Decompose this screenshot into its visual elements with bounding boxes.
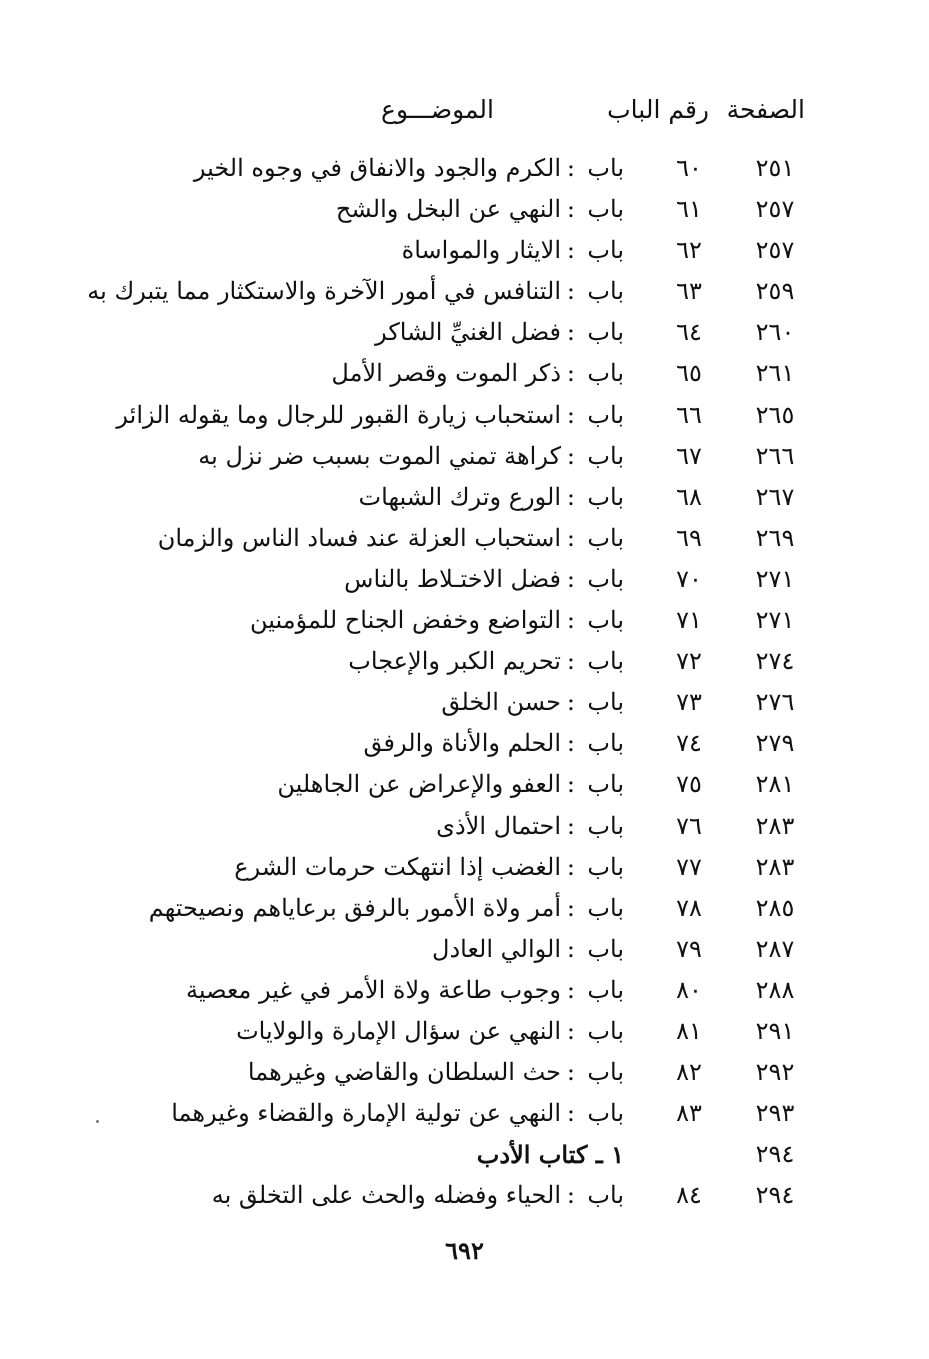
table-row bbox=[0, 1011, 929, 1052]
page-cell: ٢٧٦ bbox=[755, 688, 795, 717]
colon: : bbox=[566, 770, 575, 799]
topic-cell: حث السلطان والقاضي وغيرهما bbox=[247, 1058, 561, 1087]
page-cell: ٢٨٣ bbox=[755, 852, 795, 881]
chapter-cell: ٧٤ bbox=[676, 729, 702, 758]
chapter-label: باب bbox=[587, 154, 624, 182]
topic-cell: الحلم والأناة والرفق bbox=[363, 729, 561, 758]
topic-cell: النهي عن تولية الإمارة والقضاء وغيرهما bbox=[171, 1099, 561, 1128]
table-row bbox=[0, 600, 929, 641]
colon: : bbox=[566, 811, 575, 840]
colon: : bbox=[566, 236, 575, 265]
colon: : bbox=[566, 523, 575, 552]
chapter-label: باب bbox=[587, 811, 624, 840]
print-speck bbox=[96, 1120, 99, 1123]
page-cell: ٢٥١ bbox=[755, 154, 795, 182]
topic-cell: كراهة تمني الموت بسبب ضر نزل به bbox=[198, 441, 561, 470]
chapter-label: باب bbox=[587, 318, 624, 347]
header-topic: الموضـــوع bbox=[381, 95, 494, 124]
chapter-cell: ٧٥ bbox=[676, 770, 702, 799]
topic-cell: الايثار والمواساة bbox=[401, 236, 561, 265]
page-cell: ٢٦٩ bbox=[755, 523, 795, 552]
colon: : bbox=[566, 1016, 575, 1045]
chapter-label: باب bbox=[587, 277, 624, 306]
chapter-label: باب bbox=[587, 647, 624, 676]
page-cell: ٢٧١ bbox=[755, 564, 795, 593]
chapter-cell: ٦٦ bbox=[676, 400, 702, 429]
chapter-cell: ٦٠ bbox=[676, 154, 702, 182]
chapter-cell: ٧٨ bbox=[676, 893, 702, 922]
topic-cell: الحياء وفضله والحث على التخلق به bbox=[211, 1181, 561, 1210]
page-cell: ٢٧٩ bbox=[755, 729, 795, 758]
page-cell: ٢٥٩ bbox=[755, 277, 795, 306]
topic-cell: العفو والإعراض عن الجاهلين bbox=[277, 770, 561, 799]
topic-cell: التنافس في أمور الآخرة والاستكثار مما يتبرك به bbox=[87, 277, 561, 306]
chapter-cell: ٧٦ bbox=[676, 811, 702, 840]
page-cell: ٢٩١ bbox=[755, 1016, 795, 1045]
colon: : bbox=[566, 1099, 575, 1128]
page-cell: ٢٧٤ bbox=[755, 647, 795, 676]
page-cell: ٢٨٥ bbox=[755, 893, 795, 922]
chapter-cell: ٦٥ bbox=[676, 359, 702, 388]
index-table bbox=[0, 148, 929, 1216]
table-row bbox=[0, 189, 929, 230]
chapter-label: باب bbox=[587, 441, 624, 470]
page-cell: ٢٨١ bbox=[755, 770, 795, 799]
colon: : bbox=[566, 482, 575, 511]
page-cell: ٢٦٧ bbox=[755, 482, 795, 511]
page-cell: ٢٥٧ bbox=[755, 195, 795, 224]
chapter-label: باب bbox=[587, 893, 624, 922]
table-row bbox=[0, 436, 929, 477]
topic-cell: ذكر الموت وقصر الأمل bbox=[331, 359, 561, 388]
chapter-label: باب bbox=[587, 1058, 624, 1087]
book-heading-row bbox=[0, 1134, 929, 1175]
page-number: ٦٩٢ bbox=[445, 1236, 484, 1265]
chapter-cell: ٨٤ bbox=[676, 1181, 702, 1210]
chapter-cell: ٦٧ bbox=[676, 441, 702, 470]
chapter-cell: ٦١ bbox=[676, 195, 702, 224]
topic-cell: تحريم الكبر والإعجاب bbox=[348, 647, 561, 676]
chapter-cell: ٨٠ bbox=[676, 975, 702, 1004]
chapter-cell: ٦٣ bbox=[676, 277, 702, 306]
page-cell: ٢٩٣ bbox=[755, 1099, 795, 1128]
colon: : bbox=[566, 1181, 575, 1210]
topic-cell: فضل الاختـلاط بالناس bbox=[344, 564, 561, 593]
chapter-cell: ٦٩ bbox=[676, 523, 702, 552]
chapter-cell: ٨٢ bbox=[676, 1058, 702, 1087]
topic-cell: أمر ولاة الأمور بالرفق برعاياهم ونصيحتهم bbox=[148, 893, 561, 922]
table-row bbox=[0, 1175, 929, 1216]
table-row bbox=[0, 477, 929, 518]
table-row bbox=[0, 1052, 929, 1093]
header-chapter: رقم الباب bbox=[607, 95, 709, 124]
topic-cell: الوالي العادل bbox=[432, 934, 561, 963]
chapter-label: باب bbox=[587, 236, 624, 265]
page-cell: ٢٦٠ bbox=[755, 318, 795, 347]
chapter-cell: ٦٤ bbox=[676, 318, 702, 347]
table-row bbox=[0, 929, 929, 970]
table-row bbox=[0, 518, 929, 559]
chapter-label: باب bbox=[587, 934, 624, 963]
chapter-label: باب bbox=[587, 400, 624, 429]
colon: : bbox=[566, 400, 575, 429]
colon: : bbox=[566, 154, 575, 182]
topic-cell: الكرم والجود والانفاق في وجوه الخير bbox=[193, 154, 561, 182]
table-row bbox=[0, 641, 929, 682]
chapter-label: باب bbox=[587, 975, 624, 1004]
chapter-label: باب bbox=[587, 482, 624, 511]
chapter-cell: ٧٩ bbox=[676, 934, 702, 963]
page-cell: ٢٩٤ bbox=[755, 1140, 795, 1169]
table-row bbox=[0, 888, 929, 929]
topic-cell: وجوب طاعة ولاة الأمر في غير معصية bbox=[186, 975, 561, 1004]
colon: : bbox=[566, 852, 575, 881]
header-page: الصفحة bbox=[726, 95, 805, 124]
colon: : bbox=[566, 688, 575, 717]
page-cell: ٢٩٤ bbox=[755, 1181, 795, 1210]
chapter-cell: ٧٢ bbox=[676, 647, 702, 676]
colon: : bbox=[566, 606, 575, 635]
colon: : bbox=[566, 975, 575, 1004]
table-row bbox=[0, 559, 929, 600]
colon: : bbox=[566, 195, 575, 224]
colon: : bbox=[566, 359, 575, 388]
chapter-label: باب bbox=[587, 606, 624, 635]
table-row bbox=[0, 230, 929, 271]
chapter-cell: ٧٠ bbox=[676, 564, 702, 593]
topic-cell: حسن الخلق bbox=[441, 688, 561, 717]
table-row bbox=[0, 148, 929, 189]
topic-cell: النهي عن البخل والشح bbox=[335, 195, 561, 224]
table-row bbox=[0, 1093, 929, 1134]
chapter-label: باب bbox=[587, 523, 624, 552]
colon: : bbox=[566, 729, 575, 758]
chapter-cell: ٧٧ bbox=[676, 852, 702, 881]
chapter-label: باب bbox=[587, 1016, 624, 1045]
page-cell: ٢٦١ bbox=[755, 359, 795, 388]
chapter-label: باب bbox=[587, 1181, 624, 1210]
topic-cell: النهي عن سؤال الإمارة والولايات bbox=[236, 1016, 561, 1045]
chapter-label: باب bbox=[587, 564, 624, 593]
chapter-label: باب bbox=[587, 359, 624, 388]
colon: : bbox=[566, 647, 575, 676]
table-row bbox=[0, 271, 929, 312]
chapter-label: باب bbox=[587, 195, 624, 224]
chapter-cell: ٦٢ bbox=[676, 236, 702, 265]
topic-cell: استحباب زيارة القبور للرجال وما يقوله الزائر bbox=[116, 400, 561, 429]
book-title: ١ ـ كتاب الأدب bbox=[476, 1140, 624, 1170]
table-row bbox=[0, 806, 929, 847]
chapter-cell: ٧٣ bbox=[676, 688, 702, 717]
page-cell: ٢٨٧ bbox=[755, 934, 795, 963]
page-cell: ٢٦٥ bbox=[755, 400, 795, 429]
table-row bbox=[0, 312, 929, 353]
colon: : bbox=[566, 934, 575, 963]
page-cell: ٢٧١ bbox=[755, 606, 795, 635]
topic-cell: فضل الغنيِّ الشاكر bbox=[375, 318, 561, 347]
topic-cell: التواضع وخفض الجناح للمؤمنين bbox=[250, 606, 561, 635]
colon: : bbox=[566, 893, 575, 922]
topic-cell: احتمال الأذى bbox=[436, 811, 561, 840]
colon: : bbox=[566, 277, 575, 306]
chapter-label: باب bbox=[587, 1099, 624, 1128]
chapter-cell: ٨١ bbox=[676, 1016, 702, 1045]
chapter-cell: ٨٣ bbox=[676, 1099, 702, 1128]
topic-cell: الورع وترك الشبهات bbox=[358, 482, 561, 511]
chapter-label: باب bbox=[587, 852, 624, 881]
table-row bbox=[0, 353, 929, 394]
colon: : bbox=[566, 318, 575, 347]
table-row bbox=[0, 682, 929, 723]
chapter-label: باب bbox=[587, 688, 624, 717]
page-cell: ٢٦٦ bbox=[755, 441, 795, 470]
chapter-label: باب bbox=[587, 729, 624, 758]
table-row bbox=[0, 723, 929, 764]
chapter-cell: ٦٨ bbox=[676, 482, 702, 511]
table-row bbox=[0, 970, 929, 1011]
page-cell: ٢٥٧ bbox=[755, 236, 795, 265]
page-cell: ٢٩٢ bbox=[755, 1058, 795, 1087]
colon: : bbox=[566, 1058, 575, 1087]
page-cell: ٢٨٣ bbox=[755, 811, 795, 840]
topic-cell: استحباب العزلة عند فساد الناس والزمان bbox=[157, 523, 561, 552]
chapter-cell: ٧١ bbox=[676, 606, 702, 635]
topic-cell: الغضب إذا انتهكت حرمات الشرع bbox=[234, 852, 561, 881]
colon: : bbox=[566, 441, 575, 470]
chapter-label: باب bbox=[587, 770, 624, 799]
table-row bbox=[0, 764, 929, 805]
colon: : bbox=[566, 564, 575, 593]
table-row bbox=[0, 847, 929, 888]
page-cell: ٢٨٨ bbox=[755, 975, 795, 1004]
table-row bbox=[0, 395, 929, 436]
